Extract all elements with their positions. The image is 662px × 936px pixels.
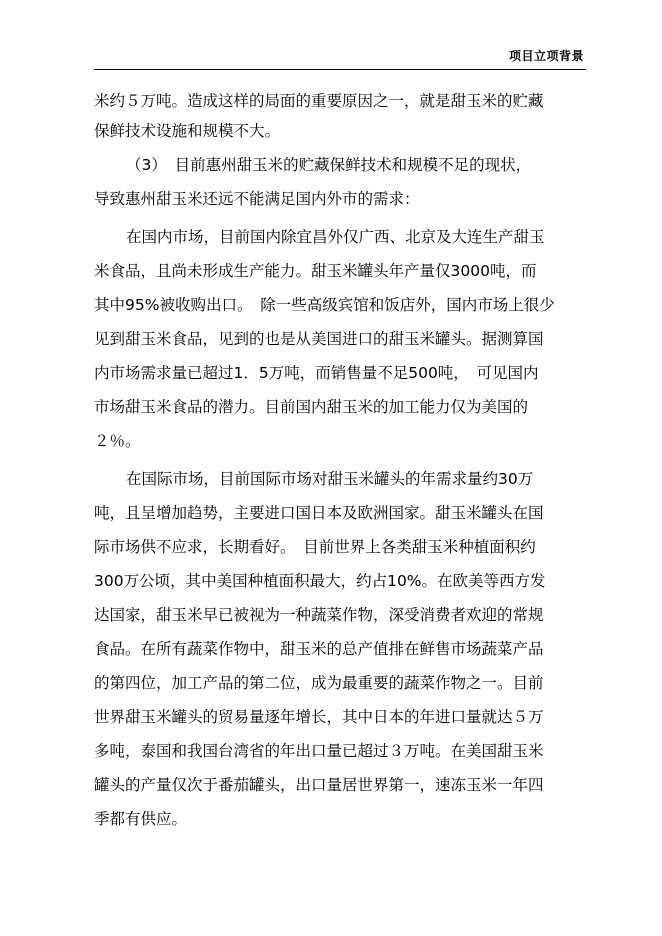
text-line: 其中95%被收购出口。 除一些高级宾馆和饭店外，国内市场上很少 [94, 296, 555, 314]
text-line: 导致惠州甜玉米还远不能满足国内外市的需求： [94, 190, 420, 208]
text-line: （3） 目前惠州甜玉米的贮藏保鲜技术和规模不足的现状， [126, 156, 532, 174]
text-line: 内市场需求量已超过1．5万吨，而销售量不足500吨， 可见国内 [94, 364, 539, 382]
running-header-title: 项目立项背景 [508, 49, 584, 63]
text-line: 见到甜玉米食品，见到的也是从美国进口的甜玉米罐头。据测算国 [94, 330, 544, 348]
text-line: 达国家，甜玉米早已被视为一种蔬菜作物，深受消费者欢迎的常规 [94, 606, 544, 624]
text-line: 的第四位，加工产品的第二位，成为最重要的蔬菜作物之一。目前 [94, 674, 544, 692]
text-line: 多吨，泰国和我国台湾省的年出口量已超过３万吨。在美国甜玉米 [94, 742, 544, 760]
text-line: 罐头的产量仅次于番茄罐头，出口量居世界第一，速冻玉米一年四 [94, 776, 544, 794]
text-line: 季都有供应。 [94, 810, 188, 828]
text-line: 市场甜玉米食品的潜力。目前国内甜玉米的加工能力仅为美国的 [94, 398, 529, 416]
text-line: 米食品，且尚未形成生产能力。甜玉米罐头年产量仅3000吨，而 [94, 262, 537, 280]
text-line: 米约５万吨。造成这样的局面的重要原因之一，就是甜玉米的贮藏 [94, 92, 544, 110]
text-line: 食品。在所有蔬菜作物中，甜玉米的总产值排在鲜售市场蔬菜产品 [94, 640, 544, 658]
text-line: 在国内市场，目前国内除宜昌外仅广西、北京及大连生产甜玉 [126, 228, 545, 246]
text-line: 300万公顷，其中美国种植面积最大，约占10%。在欧美等西方发 [94, 572, 546, 590]
text-line: 世界甜玉米罐头的贸易量逐年增长，其中日本的年进口量就达５万 [94, 708, 544, 726]
text-line: 吨，且呈增加趋势，主要进口国日本及欧洲国家。甜玉米罐头在国 [94, 504, 544, 522]
text-line: ２％。 [94, 432, 141, 450]
header-divider [94, 69, 586, 70]
text-line: 际市场供不应求，长期看好。 目前世界上各类甜玉米种植面积约 [94, 538, 536, 556]
text-line: 在国际市场，目前国际市场对甜玉米罐头的年需求量约30万 [126, 470, 534, 488]
text-line: 保鲜技术设施和规模不大。 [94, 122, 281, 140]
